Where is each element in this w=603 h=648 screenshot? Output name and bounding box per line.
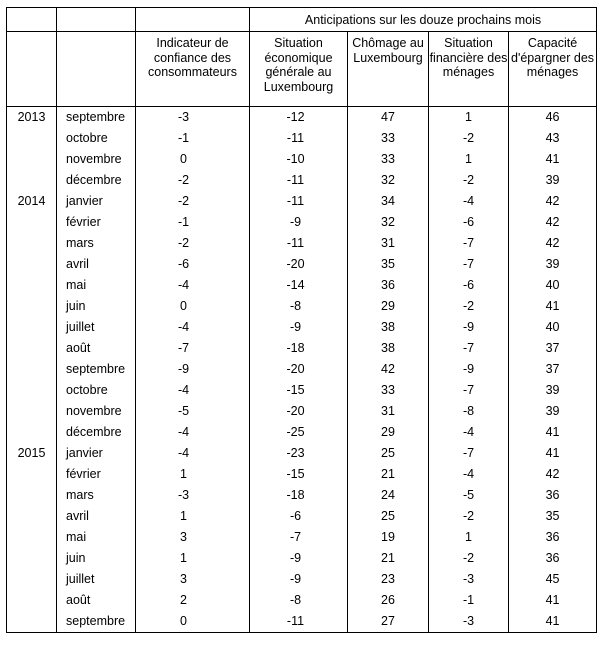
value-cell-confidence-indicator: 3	[136, 527, 250, 548]
value-cell-confidence-indicator: -1	[136, 128, 250, 149]
table-row	[7, 212, 597, 233]
year-cell	[7, 527, 57, 548]
header-empty-year	[7, 8, 57, 32]
value-cell-economic-situation: -11	[250, 170, 348, 191]
value-cell-household-finances: -2	[429, 506, 509, 527]
value-cell-unemployment: 19	[348, 527, 429, 548]
year-cell	[7, 254, 57, 275]
value-cell-household-finances: -3	[429, 569, 509, 590]
value-cell-economic-situation: -18	[250, 338, 348, 359]
column-header-savings-capacity: Capacité d'épargner des ménages	[509, 32, 597, 107]
value-cell-savings-capacity: 41	[509, 296, 597, 317]
month-cell: novembre	[57, 149, 136, 170]
value-cell-unemployment: 38	[348, 317, 429, 338]
value-cell-economic-situation: -11	[250, 191, 348, 212]
month-cell: janvier	[57, 191, 136, 212]
year-cell	[7, 233, 57, 254]
value-cell-unemployment: 34	[348, 191, 429, 212]
value-cell-unemployment: 25	[348, 443, 429, 464]
value-cell-confidence-indicator: -4	[136, 317, 250, 338]
value-cell-confidence-indicator: -2	[136, 191, 250, 212]
value-cell-unemployment: 27	[348, 611, 429, 633]
month-cell: juin	[57, 296, 136, 317]
value-cell-household-finances: -6	[429, 275, 509, 296]
value-cell-savings-capacity: 41	[509, 611, 597, 633]
table-row	[7, 128, 597, 149]
value-cell-unemployment: 29	[348, 296, 429, 317]
value-cell-confidence-indicator: 3	[136, 569, 250, 590]
value-cell-household-finances: -9	[429, 359, 509, 380]
value-cell-household-finances: -7	[429, 443, 509, 464]
month-cell: juin	[57, 548, 136, 569]
value-cell-confidence-indicator: -3	[136, 107, 250, 129]
value-cell-economic-situation: -15	[250, 464, 348, 485]
year-cell	[7, 338, 57, 359]
value-cell-economic-situation: -20	[250, 401, 348, 422]
year-cell	[7, 590, 57, 611]
value-cell-savings-capacity: 39	[509, 401, 597, 422]
year-cell	[7, 149, 57, 170]
value-cell-household-finances: -2	[429, 170, 509, 191]
value-cell-confidence-indicator: 0	[136, 611, 250, 633]
value-cell-economic-situation: -15	[250, 380, 348, 401]
value-cell-economic-situation: -11	[250, 128, 348, 149]
year-cell	[7, 380, 57, 401]
year-cell	[7, 569, 57, 590]
value-cell-household-finances: -4	[429, 422, 509, 443]
value-cell-unemployment: 32	[348, 212, 429, 233]
header-empty-indicator	[136, 8, 250, 32]
value-cell-savings-capacity: 36	[509, 548, 597, 569]
value-cell-confidence-indicator: -9	[136, 359, 250, 380]
table-row	[7, 611, 597, 633]
value-cell-confidence-indicator: -4	[136, 380, 250, 401]
month-cell: décembre	[57, 170, 136, 191]
value-cell-confidence-indicator: -5	[136, 401, 250, 422]
value-cell-savings-capacity: 42	[509, 212, 597, 233]
table-row	[7, 569, 597, 590]
table-row	[7, 191, 597, 212]
column-header-confidence-indicator: Indicateur de confiance des consommateurs	[136, 32, 250, 107]
value-cell-savings-capacity: 40	[509, 275, 597, 296]
month-cell: mars	[57, 485, 136, 506]
value-cell-household-finances: 1	[429, 107, 509, 129]
table-row	[7, 275, 597, 296]
value-cell-household-finances: -7	[429, 254, 509, 275]
value-cell-household-finances: -2	[429, 128, 509, 149]
table-row	[7, 548, 597, 569]
value-cell-unemployment: 33	[348, 149, 429, 170]
header-row-group	[7, 8, 597, 32]
table-row	[7, 296, 597, 317]
year-cell	[7, 275, 57, 296]
group-header-anticipations: Anticipations sur les douze prochains mois	[250, 8, 597, 32]
header-empty-month	[57, 8, 136, 32]
value-cell-unemployment: 36	[348, 275, 429, 296]
value-cell-confidence-indicator: 0	[136, 296, 250, 317]
value-cell-economic-situation: -9	[250, 548, 348, 569]
month-cell: septembre	[57, 359, 136, 380]
value-cell-unemployment: 38	[348, 338, 429, 359]
value-cell-household-finances: 1	[429, 527, 509, 548]
value-cell-savings-capacity: 39	[509, 170, 597, 191]
value-cell-savings-capacity: 42	[509, 233, 597, 254]
value-cell-savings-capacity: 42	[509, 191, 597, 212]
value-cell-unemployment: 26	[348, 590, 429, 611]
month-cell: septembre	[57, 611, 136, 633]
year-cell	[7, 611, 57, 633]
year-cell: 2015	[7, 443, 57, 464]
value-cell-economic-situation: -9	[250, 317, 348, 338]
month-cell: octobre	[57, 380, 136, 401]
month-cell: avril	[57, 254, 136, 275]
value-cell-unemployment: 33	[348, 380, 429, 401]
value-cell-savings-capacity: 37	[509, 338, 597, 359]
month-cell: septembre	[57, 107, 136, 129]
table-row	[7, 233, 597, 254]
month-cell: novembre	[57, 401, 136, 422]
table-row	[7, 338, 597, 359]
year-cell	[7, 464, 57, 485]
value-cell-unemployment: 35	[348, 254, 429, 275]
value-cell-household-finances: -1	[429, 590, 509, 611]
table-row	[7, 107, 597, 129]
value-cell-unemployment: 21	[348, 464, 429, 485]
value-cell-confidence-indicator: 2	[136, 590, 250, 611]
year-cell	[7, 485, 57, 506]
table-row	[7, 527, 597, 548]
consumer-confidence-table	[6, 7, 597, 633]
value-cell-confidence-indicator: -1	[136, 212, 250, 233]
value-cell-confidence-indicator: 1	[136, 464, 250, 485]
value-cell-household-finances: -4	[429, 464, 509, 485]
table-row	[7, 254, 597, 275]
value-cell-economic-situation: -20	[250, 254, 348, 275]
value-cell-savings-capacity: 40	[509, 317, 597, 338]
table-row	[7, 170, 597, 191]
table-row	[7, 464, 597, 485]
value-cell-confidence-indicator: -4	[136, 275, 250, 296]
value-cell-confidence-indicator: -2	[136, 170, 250, 191]
month-cell: mai	[57, 275, 136, 296]
month-cell: mars	[57, 233, 136, 254]
table-row	[7, 485, 597, 506]
value-cell-household-finances: -7	[429, 338, 509, 359]
value-cell-unemployment: 47	[348, 107, 429, 129]
year-cell	[7, 212, 57, 233]
year-cell	[7, 359, 57, 380]
value-cell-savings-capacity: 39	[509, 380, 597, 401]
month-cell: juillet	[57, 317, 136, 338]
value-cell-savings-capacity: 43	[509, 128, 597, 149]
value-cell-unemployment: 23	[348, 569, 429, 590]
value-cell-household-finances: -3	[429, 611, 509, 633]
table-row	[7, 401, 597, 422]
value-cell-economic-situation: -25	[250, 422, 348, 443]
year-cell	[7, 296, 57, 317]
header-month-cell	[57, 32, 136, 107]
value-cell-confidence-indicator: -2	[136, 233, 250, 254]
month-cell: avril	[57, 506, 136, 527]
value-cell-economic-situation: -14	[250, 275, 348, 296]
value-cell-economic-situation: -20	[250, 359, 348, 380]
value-cell-household-finances: -7	[429, 233, 509, 254]
month-cell: octobre	[57, 128, 136, 149]
value-cell-unemployment: 24	[348, 485, 429, 506]
value-cell-unemployment: 29	[348, 422, 429, 443]
value-cell-savings-capacity: 36	[509, 485, 597, 506]
table-row	[7, 590, 597, 611]
value-cell-household-finances: -4	[429, 191, 509, 212]
table-row	[7, 149, 597, 170]
table-row	[7, 506, 597, 527]
month-cell: août	[57, 590, 136, 611]
year-cell: 2014	[7, 191, 57, 212]
value-cell-economic-situation: -12	[250, 107, 348, 129]
value-cell-household-finances: -2	[429, 548, 509, 569]
value-cell-savings-capacity: 37	[509, 359, 597, 380]
year-cell	[7, 317, 57, 338]
value-cell-confidence-indicator: 1	[136, 548, 250, 569]
year-cell	[7, 170, 57, 191]
header-row-columns	[7, 32, 597, 107]
header-year-cell	[7, 32, 57, 107]
month-cell: août	[57, 338, 136, 359]
table-body	[7, 107, 597, 633]
value-cell-household-finances: -9	[429, 317, 509, 338]
table-row	[7, 380, 597, 401]
value-cell-household-finances: -6	[429, 212, 509, 233]
value-cell-economic-situation: -9	[250, 212, 348, 233]
value-cell-savings-capacity: 36	[509, 527, 597, 548]
table-row	[7, 422, 597, 443]
value-cell-confidence-indicator: 1	[136, 506, 250, 527]
value-cell-confidence-indicator: -4	[136, 443, 250, 464]
value-cell-savings-capacity: 41	[509, 590, 597, 611]
value-cell-savings-capacity: 41	[509, 149, 597, 170]
column-header-economic-situation: Situation économique générale au Luxembourg	[250, 32, 348, 107]
value-cell-economic-situation: -11	[250, 233, 348, 254]
value-cell-economic-situation: -10	[250, 149, 348, 170]
month-cell: mai	[57, 527, 136, 548]
consumer-confidence-table-container	[6, 7, 597, 633]
value-cell-household-finances: -7	[429, 380, 509, 401]
value-cell-economic-situation: -8	[250, 590, 348, 611]
year-cell	[7, 128, 57, 149]
value-cell-savings-capacity: 39	[509, 254, 597, 275]
value-cell-economic-situation: -18	[250, 485, 348, 506]
table-row	[7, 359, 597, 380]
table-row	[7, 443, 597, 464]
value-cell-savings-capacity: 42	[509, 464, 597, 485]
value-cell-economic-situation: -11	[250, 611, 348, 633]
value-cell-savings-capacity: 35	[509, 506, 597, 527]
value-cell-unemployment: 32	[348, 170, 429, 191]
value-cell-savings-capacity: 46	[509, 107, 597, 129]
value-cell-savings-capacity: 45	[509, 569, 597, 590]
value-cell-economic-situation: -8	[250, 296, 348, 317]
month-cell: juillet	[57, 569, 136, 590]
value-cell-savings-capacity: 41	[509, 443, 597, 464]
column-header-household-finances: Situation financière des ménages	[429, 32, 509, 107]
value-cell-unemployment: 21	[348, 548, 429, 569]
year-cell	[7, 422, 57, 443]
month-cell: février	[57, 212, 136, 233]
year-cell: 2013	[7, 107, 57, 129]
month-cell: février	[57, 464, 136, 485]
table-row	[7, 317, 597, 338]
value-cell-economic-situation: -6	[250, 506, 348, 527]
value-cell-household-finances: -5	[429, 485, 509, 506]
value-cell-unemployment: 31	[348, 401, 429, 422]
value-cell-confidence-indicator: -7	[136, 338, 250, 359]
value-cell-unemployment: 25	[348, 506, 429, 527]
value-cell-unemployment: 42	[348, 359, 429, 380]
value-cell-unemployment: 33	[348, 128, 429, 149]
year-cell	[7, 548, 57, 569]
value-cell-economic-situation: -23	[250, 443, 348, 464]
value-cell-confidence-indicator: 0	[136, 149, 250, 170]
value-cell-household-finances: 1	[429, 149, 509, 170]
month-cell: janvier	[57, 443, 136, 464]
value-cell-economic-situation: -9	[250, 569, 348, 590]
month-cell: décembre	[57, 422, 136, 443]
year-cell	[7, 506, 57, 527]
value-cell-confidence-indicator: -4	[136, 422, 250, 443]
value-cell-unemployment: 31	[348, 233, 429, 254]
year-cell	[7, 401, 57, 422]
value-cell-confidence-indicator: -6	[136, 254, 250, 275]
value-cell-savings-capacity: 41	[509, 422, 597, 443]
value-cell-household-finances: -2	[429, 296, 509, 317]
value-cell-confidence-indicator: -3	[136, 485, 250, 506]
column-header-unemployment: Chômage au Luxembourg	[348, 32, 429, 107]
value-cell-economic-situation: -7	[250, 527, 348, 548]
value-cell-household-finances: -8	[429, 401, 509, 422]
